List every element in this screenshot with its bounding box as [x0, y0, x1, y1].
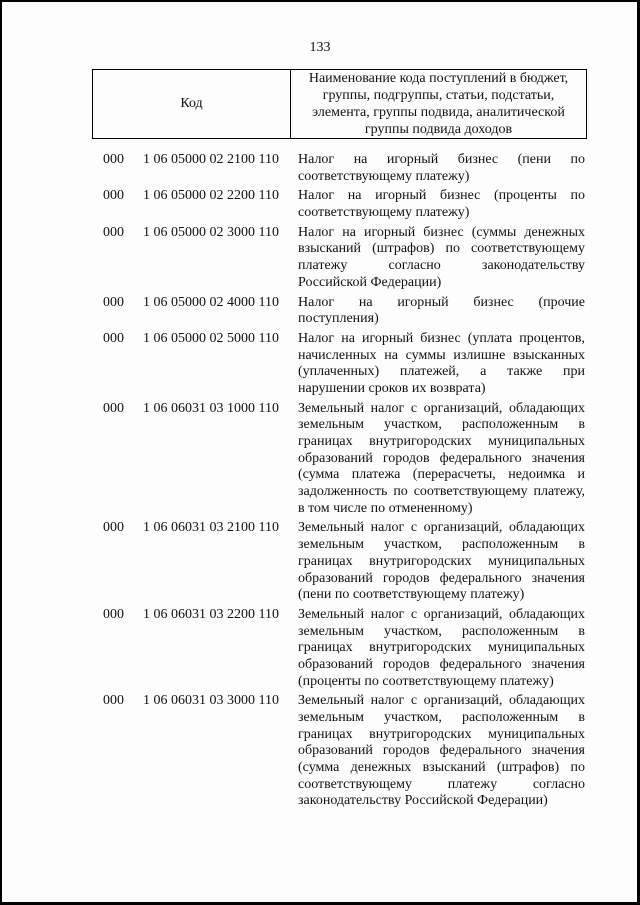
budget-classification-code: 1 06 05000 02 5000 110 [143, 330, 279, 346]
table-row [0, 225, 640, 292]
admin-code: 000 [103, 188, 124, 204]
description-line: образований городов федерального значения [298, 450, 585, 466]
income-description [298, 152, 585, 185]
table-row [0, 295, 640, 328]
admin-code: 000 [103, 152, 124, 167]
description-line: в том числе по отмененному) [298, 500, 473, 516]
page-number: 133 [309, 40, 331, 55]
admin-code: 000 [103, 520, 124, 536]
description-line: (сумма денежных взысканий (штрафов) по [298, 760, 585, 776]
description-line: границах внутригородских муниципальных [298, 434, 585, 449]
description-line: Земельный налог с организаций, обладающих [298, 606, 585, 622]
income-description [298, 331, 585, 398]
admin-code: 000 [103, 693, 124, 709]
header-name-line: группы, подгруппы, статьи, подстатьи, [322, 88, 555, 103]
admin-code: 000 [103, 294, 124, 310]
admin-code: 000 [103, 400, 124, 416]
header-name-line: группы подвида доходов [364, 122, 513, 137]
income-description [298, 693, 585, 810]
description-line: задолженность по соответствующему платежу, [298, 484, 585, 500]
description-line: (проценты по соответствующему платежу) [298, 673, 554, 689]
description-line: Налог на игорный бизнес (пени по [298, 152, 585, 167]
description-line: земельным участком, расположенным в [298, 417, 585, 433]
description-line: границах внутригородских муниципальных [298, 726, 585, 742]
description-line: нарушении сроков их возврата) [298, 380, 486, 396]
description-line: образований городов федерального значения [298, 743, 585, 759]
admin-code: 000 [103, 224, 124, 240]
description-line: соответствующему платежу) [298, 168, 470, 184]
description-line: (сумма платежа (перерасчеты, недоимка и [298, 467, 585, 483]
description-line: земельным участком, расположенным в [298, 623, 585, 639]
header-table [92, 69, 587, 139]
table-row [0, 520, 640, 603]
description-line: Земельный налог с организаций, обладающих [298, 400, 585, 416]
description-line: (пени по соответствующему платежу) [298, 587, 525, 603]
income-code-list [0, 152, 640, 810]
header-name-line: элемента, группы подвида, аналитической [312, 105, 565, 120]
description-line: образований городов федерального значения [298, 570, 585, 586]
budget-classification-code: 1 06 06031 03 1000 110 [143, 400, 279, 416]
table-row [0, 152, 640, 185]
budget-classification-code: 1 06 06031 03 3000 110 [143, 693, 279, 709]
table-row [0, 188, 640, 221]
description-line: Земельный налог с организаций, обладающих [298, 693, 585, 709]
description-line: платежу согласно законодательству [298, 258, 585, 274]
table-row [0, 401, 640, 518]
table-row [0, 693, 640, 810]
income-description [298, 295, 585, 328]
description-line: образований городов федерального значения [298, 656, 585, 672]
header-name-line: Наименование кода поступлений в бюджет, [308, 71, 569, 86]
description-line: земельным участком, расположенным в [298, 710, 585, 725]
description-line: границах внутригородских муниципальных [298, 640, 585, 656]
description-line: соответствующему платежу) [298, 205, 470, 221]
description-line: Налог на игорный бизнес (проценты по [298, 188, 585, 204]
budget-classification-code: 1 06 05000 02 2200 110 [143, 188, 279, 204]
description-line: законодательству Российской Федерации) [298, 793, 548, 809]
description-line: соответствующему платежу согласно [298, 776, 585, 792]
budget-classification-code: 1 06 06031 03 2100 110 [143, 520, 279, 536]
description-line: земельным участком, расположенным в [298, 537, 585, 553]
table-row [0, 607, 640, 690]
income-description [298, 520, 585, 603]
description-line: Налог на игорный бизнес (уплата процентов, [298, 330, 585, 346]
description-line: Налог на игорный бизнес (суммы денежных [298, 224, 585, 240]
budget-classification-code: 1 06 05000 02 4000 110 [143, 294, 279, 310]
table-row [0, 331, 640, 398]
admin-code: 000 [103, 606, 124, 622]
income-description [298, 401, 585, 518]
description-line: начисленных на суммы излишне взысканных [298, 347, 585, 363]
description-line: границах внутригородских муниципальных [298, 553, 585, 569]
header-code-cell: Код [93, 70, 291, 139]
budget-classification-code: 1 06 06031 03 2200 110 [143, 606, 279, 622]
description-line: Российской Федерации) [298, 274, 442, 290]
header-name-cell [291, 70, 587, 139]
description-line: взысканий (штрафов) по соответствующему [298, 241, 585, 257]
description-line: (уплаченных) платежей, а также при [298, 364, 585, 380]
income-description [298, 225, 585, 292]
budget-classification-code: 1 06 05000 02 3000 110 [143, 224, 279, 240]
description-line: поступления) [298, 311, 379, 327]
admin-code: 000 [103, 330, 124, 346]
description-line: Земельный налог с организаций, обладающих [298, 520, 585, 536]
income-description [298, 607, 585, 690]
income-description [298, 188, 585, 221]
budget-classification-code: 1 06 05000 02 2100 110 [143, 152, 279, 167]
description-line: Налог на игорный бизнес (прочие [298, 294, 585, 310]
